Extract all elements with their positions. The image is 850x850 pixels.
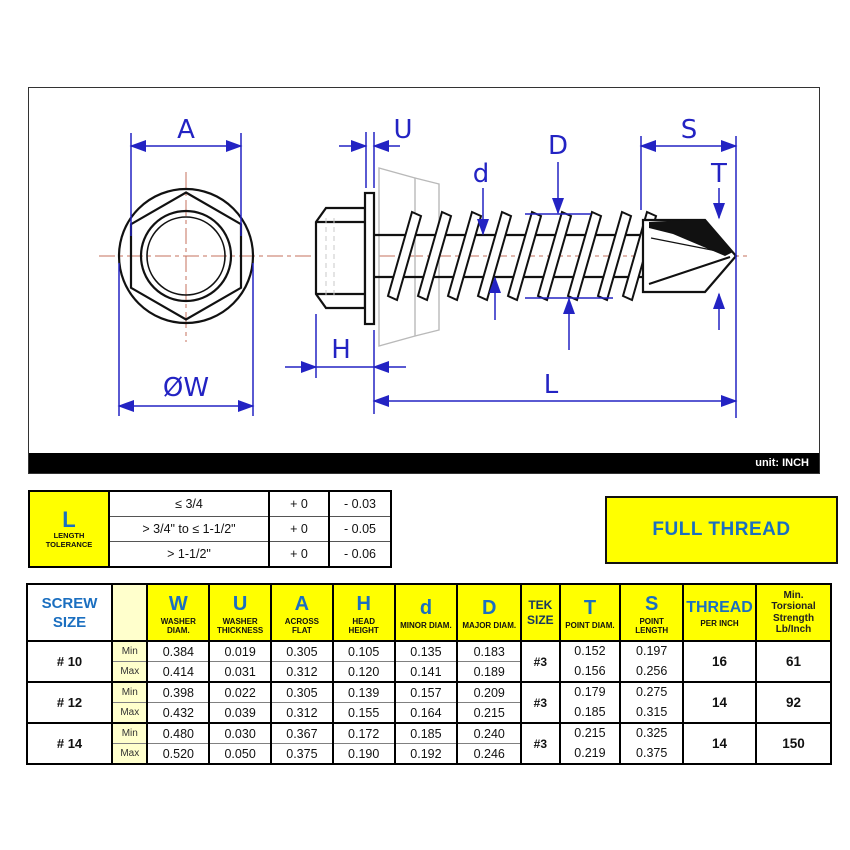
col-header-H: H HEAD HEIGHT — [333, 584, 395, 641]
technical-drawing-panel — [28, 87, 820, 474]
value-cell: 0.312 — [271, 703, 333, 724]
size-cell: # 14 — [27, 723, 112, 764]
tolerance-row — [29, 491, 391, 517]
label-point-length: S — [680, 115, 698, 145]
minmax-header — [112, 584, 147, 641]
label-length: L — [543, 370, 559, 400]
full-thread-badge: FULL THREAD — [605, 496, 838, 564]
dim-U — [339, 132, 400, 188]
thread-cell: 14 — [683, 723, 756, 764]
value-cell: 0.030 — [209, 723, 271, 744]
plus-cell: + 0 — [269, 542, 329, 568]
value-cell: 0.172 — [333, 723, 395, 744]
value-cell: 0.039 — [209, 703, 271, 724]
point-length-cell: 0.197 0.256 — [620, 641, 683, 682]
value-cell: 0.050 — [209, 744, 271, 765]
minus-cell: - 0.03 — [329, 491, 391, 517]
range-cell: > 3/4" to ≤ 1-1/2" — [109, 517, 269, 542]
value-cell: 0.189 — [457, 662, 521, 683]
size-cell: # 12 — [27, 682, 112, 723]
value-cell: 0.305 — [271, 641, 333, 662]
point-length-cell: 0.275 0.315 — [620, 682, 683, 723]
thread-cell: 16 — [683, 641, 756, 682]
value-cell: 0.384 — [147, 641, 209, 662]
value-cell: 0.157 — [395, 682, 458, 703]
tolerance-header-cell — [29, 491, 109, 567]
col-header-S: S POINT LENGTH — [620, 584, 683, 641]
point-diam-cell: 0.152 0.156 — [560, 641, 621, 682]
min-label: Min — [112, 682, 147, 703]
hex-head-profile — [316, 193, 374, 324]
screw-header-line1: SCREW — [41, 594, 98, 612]
tek-cell: #3 — [521, 682, 559, 723]
tek-cell: #3 — [521, 641, 559, 682]
label-minor-diam: d — [472, 159, 490, 189]
length-tolerance-table — [28, 490, 392, 568]
drill-point — [643, 219, 736, 292]
side-view-head — [316, 168, 439, 346]
value-cell: 0.246 — [457, 744, 521, 765]
label-point-diam: T — [711, 159, 727, 189]
value-cell: 0.185 — [395, 723, 458, 744]
value-cell: 0.135 — [395, 641, 458, 662]
value-cell: 0.215 — [457, 703, 521, 724]
value-cell: 0.367 — [271, 723, 333, 744]
value-cell: 0.240 — [457, 723, 521, 744]
col-header-A: A ACROSS FLAT — [271, 584, 333, 641]
point-length-cell: 0.325 0.375 — [620, 723, 683, 764]
screw-header-line2: SIZE — [52, 613, 87, 631]
max-label: Max — [112, 662, 147, 683]
tek-cell: #3 — [521, 723, 559, 764]
value-cell: 0.312 — [271, 662, 333, 683]
range-cell: ≤ 3/4 — [109, 491, 269, 517]
tolerance-caption-2: TOLERANCE — [45, 540, 93, 549]
value-cell: 0.019 — [209, 641, 271, 662]
min-label: Min — [112, 723, 147, 744]
col-header-W: W WASHER DIAM. — [147, 584, 209, 641]
value-cell: 0.192 — [395, 744, 458, 765]
unit-bar: unit: INCH — [29, 453, 819, 473]
torsional-header: Min. Torsional Strength Lb/Inch — [756, 584, 831, 641]
plus-cell: + 0 — [269, 491, 329, 517]
value-cell: 0.190 — [333, 744, 395, 765]
value-cell: 0.209 — [457, 682, 521, 703]
max-label: Max — [112, 703, 147, 724]
max-label: Max — [112, 744, 147, 765]
value-cell: 0.141 — [395, 662, 458, 683]
torsion-cell: 61 — [756, 641, 831, 682]
thread-header: THREAD PER INCH — [683, 584, 756, 641]
metal-washer-profile — [365, 193, 374, 324]
col-header-T: T POINT DIAM. — [560, 584, 621, 641]
label-washer-diam: ØW — [162, 373, 210, 403]
value-cell: 0.375 — [271, 744, 333, 765]
minus-cell: - 0.05 — [329, 517, 391, 542]
point-diam-cell: 0.215 0.219 — [560, 723, 621, 764]
value-cell: 0.031 — [209, 662, 271, 683]
tek-size-header: TEK SIZE — [521, 584, 559, 641]
col-header-U: U WASHER THICKNESS — [209, 584, 271, 641]
value-cell: 0.520 — [147, 744, 209, 765]
screw-size-header — [27, 584, 112, 641]
value-cell: 0.305 — [271, 682, 333, 703]
value-cell: 0.480 — [147, 723, 209, 744]
value-cell: 0.432 — [147, 703, 209, 724]
row-10-min — [27, 641, 831, 662]
torsion-cell: 92 — [756, 682, 831, 723]
size-cell: # 10 — [27, 641, 112, 682]
point-diam-cell: 0.179 0.185 — [560, 682, 621, 723]
minus-cell: - 0.06 — [329, 542, 391, 568]
value-cell: 0.414 — [147, 662, 209, 683]
value-cell: 0.139 — [333, 682, 395, 703]
value-cell: 0.164 — [395, 703, 458, 724]
value-cell: 0.155 — [333, 703, 395, 724]
row-12-min — [27, 682, 831, 703]
spec-table — [26, 583, 832, 765]
tolerance-caption-1: LENGTH — [53, 531, 85, 540]
label-head-height: H — [331, 335, 351, 365]
value-cell: 0.120 — [333, 662, 395, 683]
screw-drawing — [29, 88, 819, 451]
thread-cell: 14 — [683, 682, 756, 723]
col-header-d: d MINOR DIAM. — [395, 584, 458, 641]
row-14-min — [27, 723, 831, 744]
value-cell: 0.398 — [147, 682, 209, 703]
label-across-flat: A — [177, 115, 195, 145]
value-cell: 0.105 — [333, 641, 395, 662]
value-cell: 0.183 — [457, 641, 521, 662]
range-cell: > 1-1/2" — [109, 542, 269, 568]
tolerance-symbol: L — [62, 507, 76, 532]
torsion-cell: 150 — [756, 723, 831, 764]
value-cell: 0.022 — [209, 682, 271, 703]
label-major-diam: D — [547, 131, 569, 161]
spec-header-row — [27, 584, 831, 641]
plus-cell: + 0 — [269, 517, 329, 542]
label-washer-thickness: U — [393, 115, 413, 145]
min-label: Min — [112, 641, 147, 662]
col-header-D: D MAJOR DIAM. — [457, 584, 521, 641]
